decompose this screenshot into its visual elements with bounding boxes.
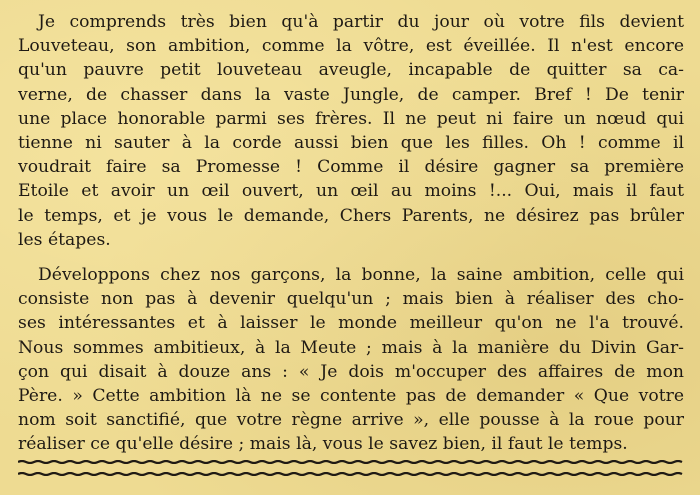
paragraph-2 [18,263,684,457]
wavy-divider-top [18,460,684,463]
text-line: Père. » Cette ambition là ne se contente pas de demander « Que votre [18,386,684,407]
text-line: çon qui disait à douze ans : « Je dois m'occuper des affaires de mon [18,361,684,382]
paragraph-1 [18,10,684,252]
text-line: réaliser ce qu'elle désire ; mais là, vous le savez bien, il faut le temps. [18,434,628,455]
text-line: qu'un pauvre petit louveteau aveugle, incapable de quitter sa ca- [18,60,684,81]
text-line: Nous sommes ambitieux, à la Meute ; mais à la manière du Divin Gar- [18,337,684,358]
wavy-divider-bottom [18,472,684,475]
text-line: Je comprends très bien qu'à partir du jour où votre fils devient [38,12,684,32]
text-line: les étapes. [18,229,111,250]
text-line: nom soit sanctifié, que votre règne arrive », elle pousse à la roue pour [18,410,684,431]
text-line: voudrait faire sa Promesse ! Comme il désire gagner sa première [18,157,684,178]
text-line: Louveteau, son ambition, comme la vôtre, est éveillée. Il n'est encore [18,36,684,57]
text-line: Etoile et avoir un œil ouvert, un œil au moins !... Oui, mais il faut [18,181,684,202]
text-line: le temps, et je vous le demande, Chers Parents, ne désirez pas brûler [18,205,684,226]
text-line: une place honorable parmi ses frères. Il ne peut ni faire un nœud qui [18,108,684,129]
text-line: Développons chez nos garçons, la bonne, la saine ambition, celle qui [38,265,684,286]
text-line: tienne ni sauter à la corde aussi bien que les filles. Oh ! comme il [18,133,684,154]
text-line: consiste non pas à devenir quelqu'un ; mais bien à réaliser des cho- [18,289,684,310]
text-line: ses intéressantes et à laisser le monde meilleur qu'on ne l'a trouvé. [18,313,684,334]
text-line: verne, de chasser dans la vaste Jungle, de camper. Bref ! De tenir [18,84,684,105]
